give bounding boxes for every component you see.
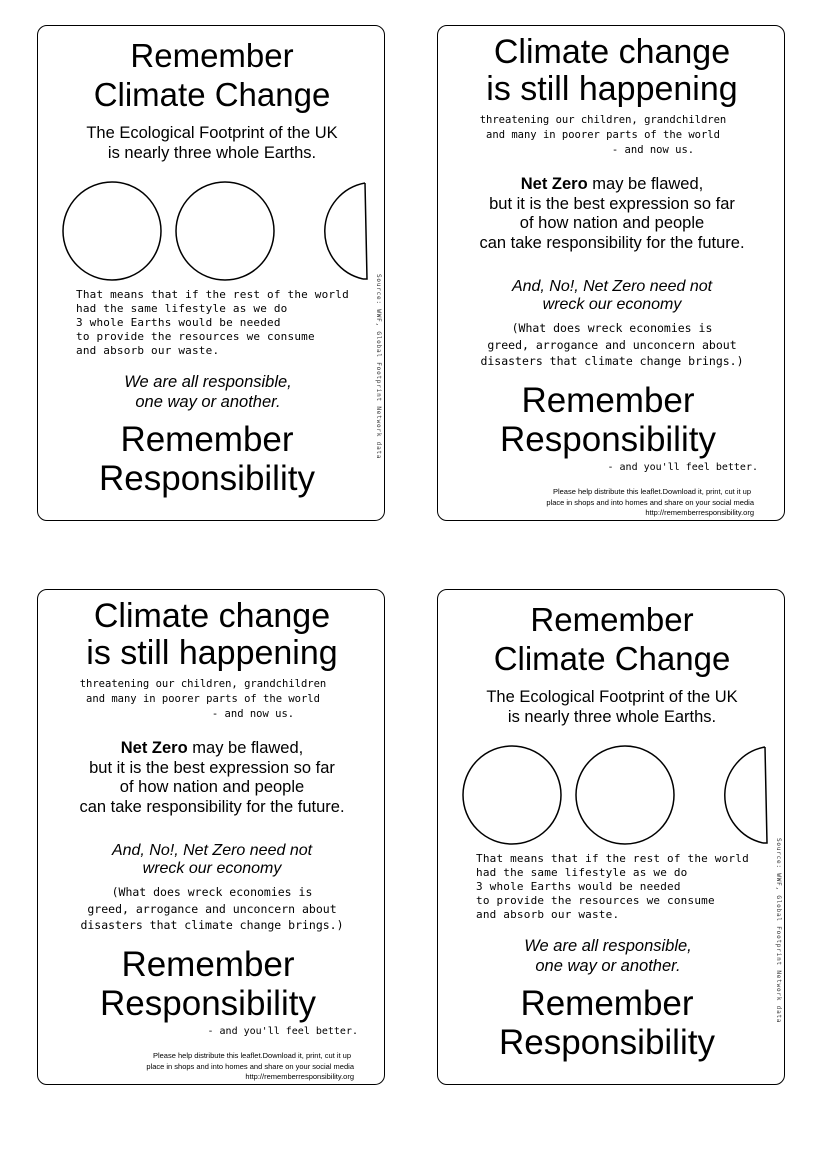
net-zero-economy-statement: And, No!, Net Zero need not wreck our economy — [511, 278, 713, 313]
remember-responsibility-heading: Remember Responsibility — [500, 381, 716, 459]
card-title: Remember Climate Change — [493, 601, 731, 677]
vertical-source-note: Source: WWF, Global Footprint Network data — [775, 838, 782, 1024]
threat-text: threatening our children, grandchildren and many in poorer parts of the world - and now us. — [79, 678, 327, 720]
earth-circle-2 — [576, 746, 674, 844]
three-earths-illustration — [60, 181, 376, 281]
leaflet-card-climate-change-top-left — [37, 25, 385, 521]
distribution-footer: Please help distribute this leaflet.Download it, print, cut it up place in shops and into homes and share on your social media http://rememberresponsibility.org — [434, 487, 754, 519]
footprint-explanation: That means that if the rest of the world had the same lifestyle as we do 3 whole Earths would be needed to provide the resources we consume and absorb our waste. — [476, 852, 749, 921]
wreck-economies-note: (What does wreck economies is greed, arrogance and unconcern about disasters that climate change brings.) — [80, 885, 344, 932]
responsible-statement: We are all responsible, one way or another. — [524, 937, 692, 975]
net-zero-bold: Net Zero — [520, 175, 588, 193]
responsible-statement: We are all responsible, one way or another. — [124, 373, 292, 411]
three-earths-illustration — [460, 745, 776, 845]
feel-better-tagline: - and you'll feel better. — [207, 1026, 358, 1037]
threat-text: threatening our children, grandchildren and many in poorer parts of the world - and now us. — [479, 114, 727, 156]
net-zero-bold: Net Zero — [120, 739, 188, 757]
footprint-subtitle: The Ecological Footprint of the UK is nearly three whole Earths. — [86, 124, 338, 162]
card-title: Climate change is still happening — [486, 33, 738, 108]
earth-circle-1 — [63, 182, 161, 280]
net-zero-economy-statement: And, No!, Net Zero need not wreck our economy — [111, 842, 313, 877]
earth-circle-1 — [463, 746, 561, 844]
remember-responsibility-heading: Remember Responsibility — [99, 420, 315, 498]
remember-responsibility-heading: Remember Responsibility — [499, 984, 715, 1062]
website-link[interactable]: http://rememberresponsibility.org — [245, 1072, 354, 1081]
wreck-economies-note: (What does wreck economies is greed, arrogance and unconcern about disasters that climate change brings.) — [480, 321, 744, 368]
card-title: Climate change is still happening — [86, 597, 338, 672]
card-title: Remember Climate Change — [93, 37, 331, 113]
earth-partial-3 — [325, 183, 365, 279]
remember-responsibility-heading: Remember Responsibility — [100, 945, 316, 1023]
website-link[interactable]: http://rememberresponsibility.org — [645, 508, 754, 517]
footprint-subtitle: The Ecological Footprint of the UK is nearly three whole Earths. — [486, 688, 738, 726]
vertical-source-note: Source: WWF, Global Footprint Network data — [375, 274, 382, 460]
leaflet-card-still-happening-bottom-left — [37, 589, 385, 1085]
earth-partial-3 — [725, 747, 765, 843]
net-zero-paragraph: Net Zero may be flawed, but it is the best expression so far of how nation and people can take responsibility for the future. — [79, 739, 345, 816]
leaflet-card-still-happening-top-right — [437, 25, 785, 521]
footprint-explanation: That means that if the rest of the world had the same lifestyle as we do 3 whole Earths would be needed to provide the resources we consume and absorb our waste. — [76, 288, 349, 357]
net-zero-paragraph: Net Zero may be flawed, but it is the best expression so far of how nation and people can take responsibility for the future. — [479, 175, 745, 252]
earth-circle-2 — [176, 182, 274, 280]
leaflet-card-climate-change-bottom-right — [437, 589, 785, 1085]
distribution-footer: Please help distribute this leaflet.Download it, print, cut it up place in shops and into homes and share on your social media http://rememberresponsibility.org — [34, 1051, 354, 1083]
feel-better-tagline: - and you'll feel better. — [607, 462, 758, 473]
